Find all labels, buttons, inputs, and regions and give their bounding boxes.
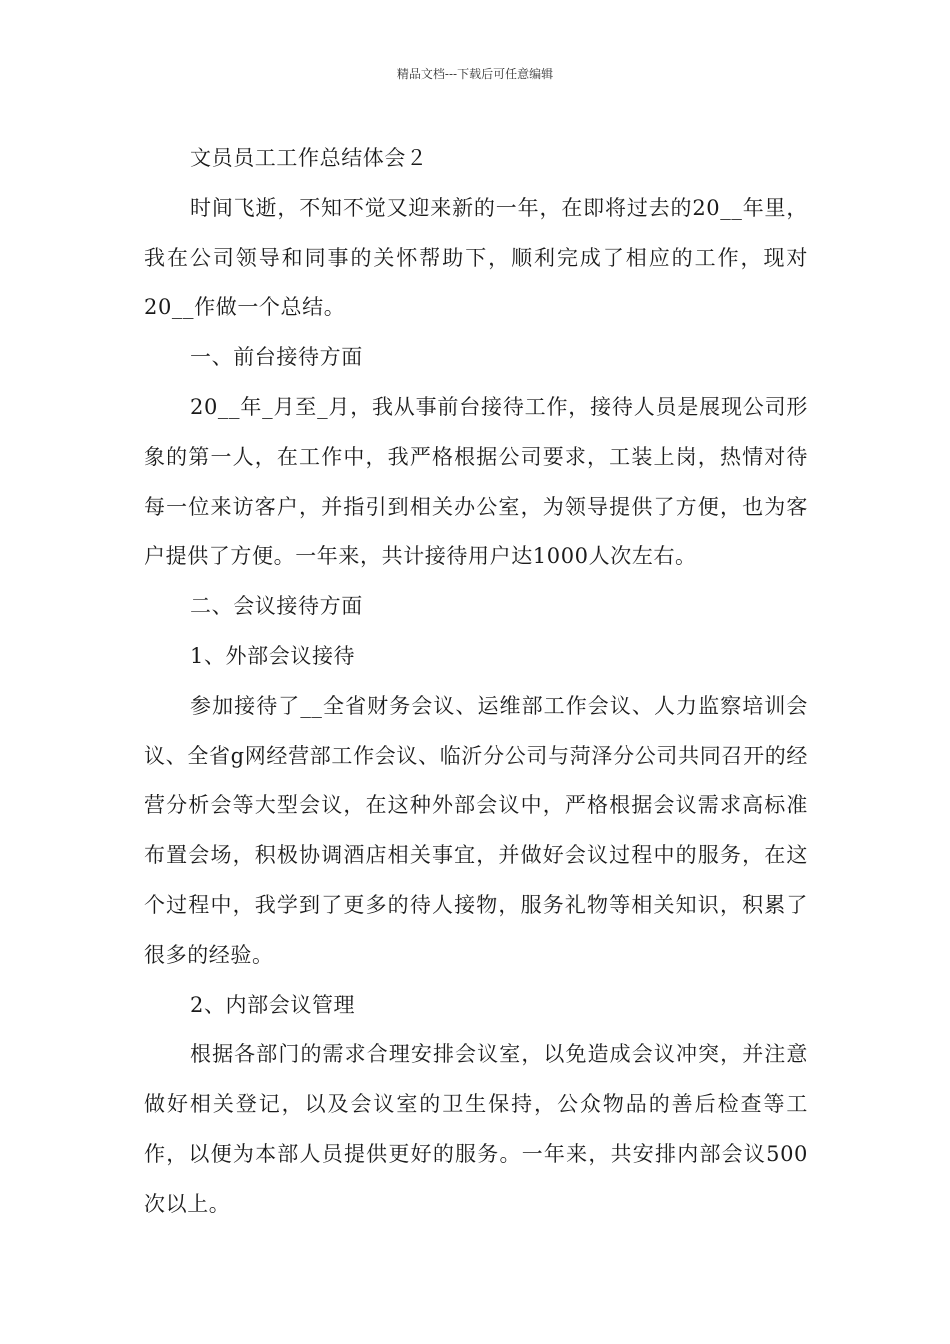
paragraph-intro: 时间飞逝，不知不觉又迎来新的一年，在即将过去的20__年里，我在公司领导和同事的关怀帮助下，顺利完成了相应的工作，现对20__作做一个总结。: [144, 195, 808, 320]
paragraph-internal-meetings: 根据各部门的需求合理安排会议室，以免造成会议冲突，并注意做好相关登记，以及会议室的卫生保持，公众物品的善后检查等工作，以便为本部人员提供更好的服务。一年来，共安排内部会议500次以上。: [144, 1042, 808, 1216]
section-heading-meetings: 二、会议接待方面: [190, 594, 363, 619]
paragraph-reception: 20__年_月至_月，我从事前台接待工作，接待人员是展现公司形象的第一人，在工作中，我严格根据公司要求，工装上岗，热情对待每一位来访客户，并指引到相关办公室，为领导提供了方便，也为客户提供了方便。一年来，共计接待用户达1000人次左右。: [144, 394, 808, 569]
section-heading-reception: 一、前台接待方面: [190, 345, 363, 370]
subsection-heading-external: 1、外部会议接待: [190, 643, 356, 668]
document-body: [144, 134, 808, 1230]
subsection-heading-internal: 2、内部会议管理: [190, 992, 356, 1017]
paragraph-external-meetings: 参加接待了__全省财务会议、运维部工作会议、人力监察培训会议、全省g网经营部工作会议、临沂分公司与菏泽分公司共同召开的经营分析会等大型会议，在这种外部会议中，严格根据会议需求高标准布置会场，积极协调酒店相关事宜，并做好会议过程中的服务，在这个过程中，我学到了更多的待人接物，服务礼物等相关知识，积累了很多的经验。: [144, 693, 808, 967]
document-title: 文员员工工作总结体会２: [190, 146, 428, 170]
page-header: 精品文档---下载后可任意编辑: [396, 67, 554, 81]
